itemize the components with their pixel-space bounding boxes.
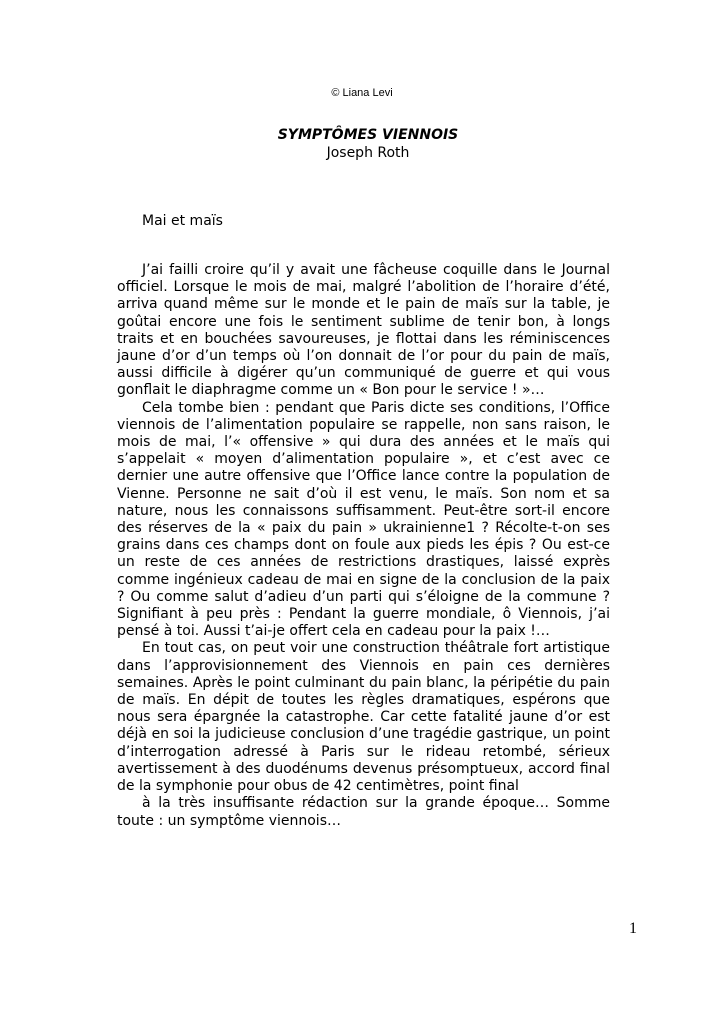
paragraph: En tout cas, on peut voir une construction théâtrale fort artistique dans l’approvisionnement des Viennois en pain ces dernières semaines. Après le point culminant du pain blanc, la péripétie du pain de maïs. En dépit de toutes les règles dramatiques, espérons que nous sera épargnée la catastrophe. Car cette fatalité jaune d’or est déjà en soi la judicieuse conclusion d’une tragédie gastrique, un point d’interrogation adressé à Paris sur le rideau retombé, sérieux avertissement à des duodénums devenus présomptueux, accord final de la symphonie pour obus de 42 centimètres, point final: [117, 640, 610, 795]
book-title: SYMPTÔMES VIENNOIS: [277, 127, 459, 143]
paragraph: à la très insuffisante rédaction sur la grande époque… Somme toute : un symptôme viennois…: [117, 795, 610, 829]
copyright-notice: © Liana Levi: [331, 87, 393, 99]
author-name: Joseph Roth: [326, 145, 410, 161]
body-text: [117, 262, 610, 830]
paragraph: Cela tombe bien : pendant que Paris dicte ses conditions, l’Office viennois de l’alimentation populaire se rappelle, non sans raison, le mois de mai, l’« offensive » qui dura des années et le maïs qui s’appelait « moyen d’alimentation populaire », et c’est avec ce dernier une autre offensive que l’Office lance contre la population de Vienne. Personne ne sait d’où il est venu, le maïs. Son nom et sa nature, nous les connaissons suffisamment. Peut-être sort-il encore des réserves de la « paix du pain » ukrainienne1 ? Récolte-t-on ses grains dans ces champs dont on foule aux pieds les épis ? Ou est-ce un reste de ces années de restrictions drastiques, laissé exprès comme ingénieux cadeau de mai en signe de la conclusion de la paix ? Ou comme salut d’adieu d’un parti qui s’éloigne de la commune ? Signifiant à peu près : Pendant la guerre mondiale, ô Viennois, j’ai pensé à toi. Aussi t’ai-je offert cela en cadeau pour la paix !…: [117, 399, 610, 640]
paragraph: J’ai failli croire qu’il y avait une fâcheuse coquille dans le Journal officiel. Lorsque le mois de mai, malgré l’abolition de l’horaire d’été, arriva quand même sur le monde et le pain de maïs sur la table, je goûtai encore une fois le sentiment sublime de tenir bon, à longs traits et en bouchées savoureuses, je flottai dans les réminiscences jaune d’or d’un temps où l’on donnait de l’or pour du pain de maïs, aussi difficile à digérer qu’un communiqué de guerre et qui vous gonflait le diaphragme comme un « Bon pour le service ! »…: [117, 262, 610, 399]
section-title: Mai et maïs: [142, 213, 223, 229]
page-number: 1: [629, 920, 637, 937]
